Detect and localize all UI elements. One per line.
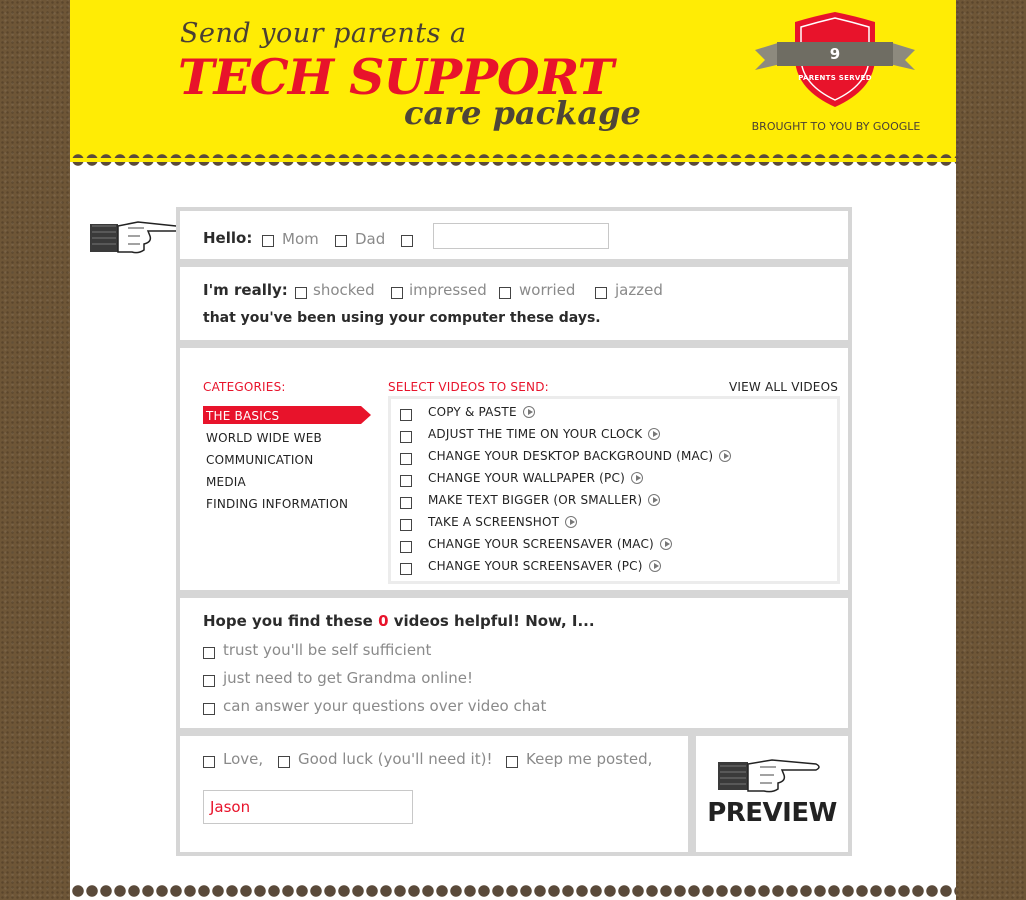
jazzed-option-label: jazzed bbox=[615, 281, 663, 299]
video-item[interactable] bbox=[391, 424, 831, 446]
helpful-prefix: Hope you find these bbox=[203, 612, 373, 630]
play-icon[interactable] bbox=[660, 538, 672, 550]
play-icon[interactable] bbox=[631, 472, 643, 484]
brought-by-google-link[interactable]: BROUGHT TO YOU BY GOOGLE bbox=[751, 120, 921, 133]
love-label: Love, bbox=[223, 750, 264, 768]
impressed-checkbox[interactable] bbox=[391, 287, 403, 299]
header-edge-fill bbox=[70, 158, 956, 162]
mom-option-label: Mom bbox=[282, 230, 319, 248]
custom-name-input[interactable] bbox=[433, 223, 609, 249]
video-item[interactable] bbox=[391, 446, 831, 468]
play-icon[interactable] bbox=[565, 516, 577, 528]
select-videos-header: SELECT VIDEOS TO SEND: bbox=[388, 380, 549, 394]
video-list bbox=[388, 396, 840, 584]
mom-checkbox[interactable] bbox=[262, 235, 274, 247]
video-item[interactable] bbox=[391, 490, 831, 512]
video-title: TAKE A SCREENSHOT bbox=[428, 515, 560, 529]
parents-served-badge bbox=[755, 12, 915, 107]
worried-option-label: worried bbox=[519, 281, 576, 299]
videos-section bbox=[176, 344, 852, 594]
view-all-videos-link[interactable]: VIEW ALL VIDEOS bbox=[729, 380, 839, 394]
grandma-online-checkbox[interactable] bbox=[203, 675, 215, 687]
dad-checkbox[interactable] bbox=[335, 235, 347, 247]
sender-name-value: Jason bbox=[210, 798, 251, 816]
sender-name-input[interactable] bbox=[203, 790, 413, 824]
signoff-section bbox=[176, 732, 692, 856]
video-title: CHANGE YOUR WALLPAPER (PC) bbox=[428, 471, 625, 485]
helpful-text bbox=[203, 612, 595, 630]
really-label: I'm really: bbox=[203, 281, 288, 299]
play-icon[interactable] bbox=[649, 560, 661, 572]
video-title: CHANGE YOUR SCREENSAVER (PC) bbox=[428, 559, 643, 573]
title-line-3: care package bbox=[404, 94, 641, 132]
video-item[interactable] bbox=[391, 556, 831, 578]
header-banner bbox=[70, 0, 956, 160]
video-checkbox[interactable] bbox=[400, 409, 412, 421]
video-checkbox[interactable] bbox=[400, 475, 412, 487]
video-chat-label: can answer your questions over video chat bbox=[223, 697, 547, 715]
categories-header: CATEGORIES: bbox=[203, 380, 286, 394]
video-checkbox[interactable] bbox=[400, 453, 412, 465]
category-world-wide-web[interactable]: WORLD WIDE WEB bbox=[206, 431, 322, 445]
hello-label: Hello: bbox=[203, 229, 253, 247]
video-item[interactable] bbox=[391, 512, 831, 534]
grandma-online-label: just need to get Grandma online! bbox=[223, 669, 473, 687]
video-title: ADJUST THE TIME ON YOUR CLOCK bbox=[428, 427, 643, 441]
good-luck-checkbox[interactable] bbox=[278, 756, 290, 768]
jazzed-checkbox[interactable] bbox=[595, 287, 607, 299]
shocked-option-label: shocked bbox=[313, 281, 375, 299]
page-card bbox=[70, 0, 956, 900]
video-title: CHANGE YOUR DESKTOP BACKGROUND (MAC) bbox=[428, 449, 714, 463]
footer-stamp-edge bbox=[70, 882, 956, 900]
category-communication[interactable]: COMMUNICATION bbox=[206, 453, 314, 467]
custom-name-checkbox[interactable] bbox=[401, 235, 413, 247]
keep-posted-checkbox[interactable] bbox=[506, 756, 518, 768]
video-chat-checkbox[interactable] bbox=[203, 703, 215, 715]
helpful-count: 0 bbox=[378, 612, 389, 630]
preview-button[interactable] bbox=[692, 732, 852, 856]
dad-option-label: Dad bbox=[355, 230, 386, 248]
video-title: CHANGE YOUR SCREENSAVER (MAC) bbox=[428, 537, 654, 551]
self-sufficient-checkbox[interactable] bbox=[203, 647, 215, 659]
play-icon[interactable] bbox=[648, 428, 660, 440]
self-sufficient-label: trust you'll be self sufficient bbox=[223, 641, 432, 659]
video-item[interactable] bbox=[391, 534, 831, 556]
video-title: COPY & PASTE bbox=[428, 405, 517, 419]
video-checkbox[interactable] bbox=[400, 541, 412, 553]
category-media[interactable]: MEDIA bbox=[206, 475, 246, 489]
category-finding-information[interactable]: FINDING INFORMATION bbox=[206, 497, 349, 511]
worried-checkbox[interactable] bbox=[499, 287, 511, 299]
shocked-checkbox[interactable] bbox=[295, 287, 307, 299]
video-checkbox[interactable] bbox=[400, 497, 412, 509]
video-checkbox[interactable] bbox=[400, 431, 412, 443]
play-icon[interactable] bbox=[648, 494, 660, 506]
really-section bbox=[176, 263, 852, 344]
pointing-hand-icon bbox=[716, 754, 826, 796]
preview-label: PREVIEW bbox=[707, 798, 837, 828]
title-line-1: Send your parents a bbox=[180, 18, 467, 49]
good-luck-label: Good luck (you'll need it)! bbox=[298, 750, 493, 768]
hello-section bbox=[176, 207, 852, 263]
really-suffix-text: that you've been using your computer these days. bbox=[203, 310, 601, 326]
parents-served-label: PARENTS SERVED bbox=[798, 74, 872, 82]
video-item[interactable] bbox=[391, 402, 831, 424]
video-checkbox[interactable] bbox=[400, 519, 412, 531]
play-icon[interactable] bbox=[719, 450, 731, 462]
parents-served-count: 9 bbox=[829, 45, 841, 63]
keep-posted-label: Keep me posted, bbox=[526, 750, 653, 768]
category-the-basics[interactable]: THE BASICS bbox=[206, 409, 280, 423]
helpful-suffix: videos helpful! Now, I... bbox=[393, 612, 595, 630]
title-line-2: TECH SUPPORT bbox=[178, 48, 613, 106]
video-title: MAKE TEXT BIGGER (OR SMALLER) bbox=[428, 493, 643, 507]
play-icon[interactable] bbox=[523, 406, 535, 418]
pointing-hand-icon bbox=[88, 214, 184, 258]
video-item[interactable] bbox=[391, 468, 831, 490]
impressed-option-label: impressed bbox=[409, 281, 487, 299]
helpful-section bbox=[176, 594, 852, 732]
video-checkbox[interactable] bbox=[400, 563, 412, 575]
love-checkbox[interactable] bbox=[203, 756, 215, 768]
